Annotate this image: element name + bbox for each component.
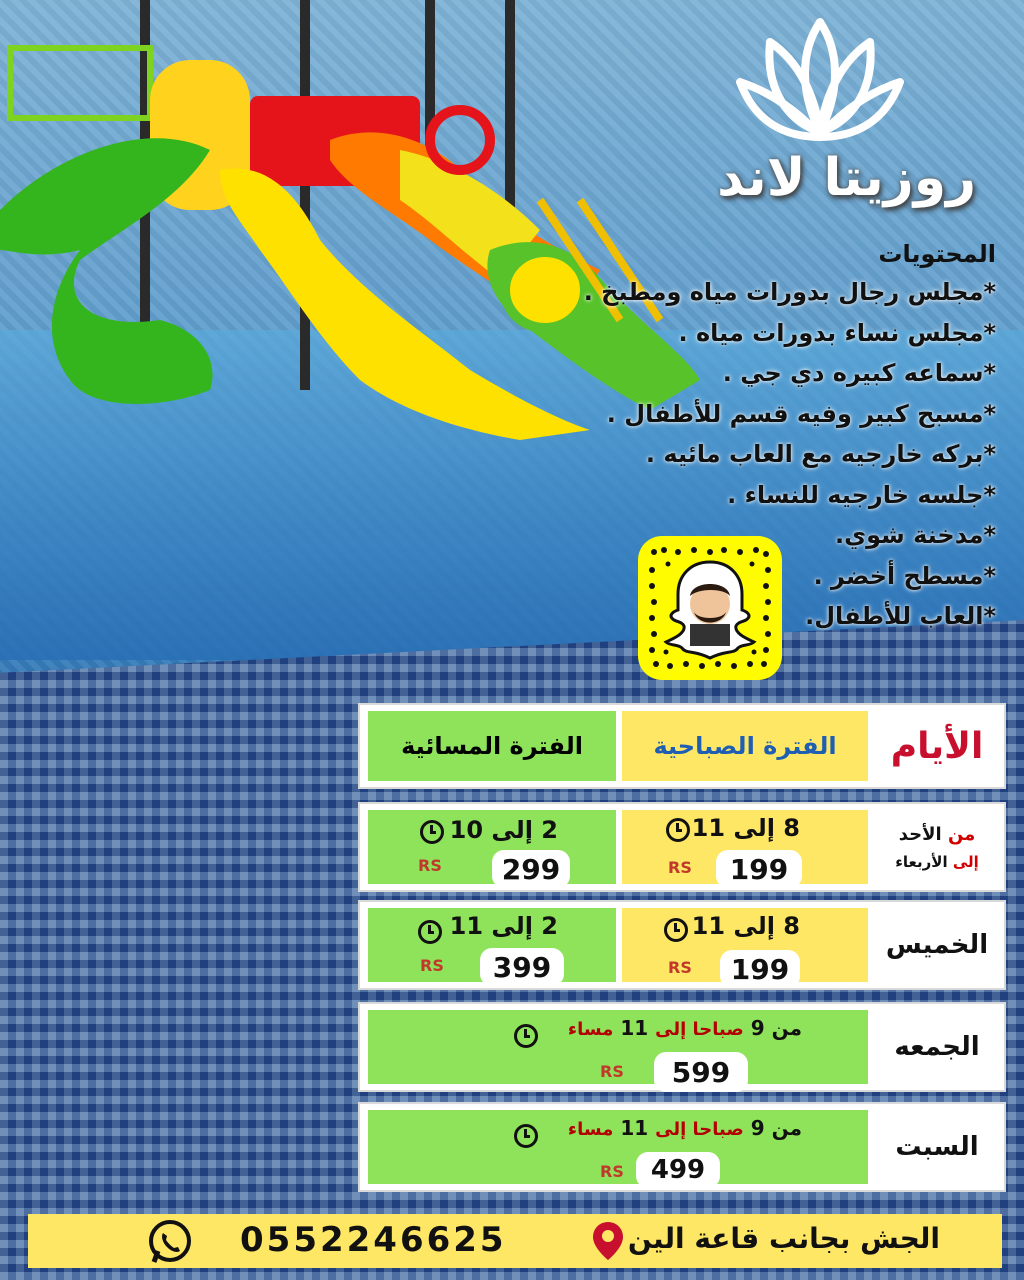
schedule-header-row bbox=[358, 703, 1006, 789]
amenity-item: *العاب للأطفال. bbox=[805, 602, 996, 630]
amenity-item: *جلسه خارجيه للنساء . bbox=[727, 480, 996, 509]
full-am-to: صباحا إلى bbox=[655, 1019, 744, 1040]
clock-icon bbox=[666, 818, 690, 842]
evening-cell bbox=[368, 908, 616, 982]
day-cell bbox=[874, 908, 1000, 982]
contact-bar bbox=[28, 1214, 1002, 1268]
currency-label: RS bbox=[420, 956, 444, 975]
header-days-label: الأيام bbox=[890, 725, 984, 767]
amenity-item: *سماعه كبيره دي جي . bbox=[722, 359, 996, 387]
amenity-item: *مجلس رجال بدورات مياه ومطبخ . bbox=[583, 278, 996, 306]
morning-time: 8 إلى 11 bbox=[691, 912, 800, 940]
snapcode-icon[interactable] bbox=[638, 536, 782, 680]
header-morning bbox=[622, 711, 868, 781]
full-day-price: 499 bbox=[636, 1152, 720, 1188]
currency-label: RS bbox=[418, 856, 442, 875]
header-evening-label: الفترة المسائية bbox=[401, 732, 583, 760]
currency-label: RS bbox=[600, 1062, 624, 1081]
amenity-item: *مسبح كبير وفيه قسم للأطفال . bbox=[606, 399, 996, 428]
currency-label: RS bbox=[668, 858, 692, 877]
currency-label: RS bbox=[668, 958, 692, 977]
amenity-item: *مسطح أخضر . bbox=[813, 561, 996, 590]
day-name: الخميس bbox=[885, 930, 989, 960]
full-day-cell bbox=[368, 1110, 868, 1184]
full-end-hour: 11 bbox=[620, 1016, 649, 1040]
full-pm: مساء bbox=[567, 1019, 614, 1040]
phone-number[interactable]: 0552246625 bbox=[240, 1220, 507, 1260]
morning-cell bbox=[622, 908, 868, 986]
brand-name: روزيتا لاند bbox=[717, 148, 976, 208]
day-cell bbox=[874, 1110, 1000, 1184]
schedule-row-sun-wed bbox=[358, 802, 1006, 892]
full-day-price: 599 bbox=[654, 1052, 748, 1092]
morning-cell bbox=[622, 810, 868, 884]
evening-time: 2 إلى 10 bbox=[449, 816, 558, 844]
amenity-item: *مدخنة شوي. bbox=[834, 521, 996, 549]
currency-label: RS bbox=[600, 1162, 624, 1181]
full-from: من 9 bbox=[750, 1116, 802, 1140]
address-text: الجش بجانب قاعة الين bbox=[627, 1222, 940, 1255]
day-name: السبت bbox=[895, 1132, 979, 1162]
day-cell bbox=[874, 1010, 1000, 1084]
day-name: الجمعه bbox=[894, 1032, 980, 1062]
full-pm: مساء bbox=[567, 1119, 614, 1140]
evening-price: 399 bbox=[480, 948, 564, 986]
header-morning-label: الفترة الصباحية bbox=[653, 732, 837, 760]
morning-price: 199 bbox=[716, 850, 802, 888]
evening-time: 2 إلى 11 bbox=[449, 912, 558, 940]
amenity-item: *مجلس نساء بدورات مياه . bbox=[678, 318, 996, 347]
clock-icon bbox=[418, 920, 442, 944]
clock-icon bbox=[664, 918, 688, 942]
lotus-logo-icon bbox=[730, 12, 910, 152]
schedule-row-sat bbox=[358, 1102, 1006, 1192]
evening-price: 299 bbox=[492, 850, 570, 888]
schedule-row-fri bbox=[358, 1002, 1006, 1092]
location-pin-icon bbox=[591, 1220, 625, 1262]
full-day-cell bbox=[368, 1010, 868, 1089]
header-days bbox=[874, 711, 1000, 781]
schedule-row-thu bbox=[358, 900, 1006, 990]
header-evening bbox=[368, 711, 616, 781]
amenities-heading: المحتويات bbox=[878, 240, 996, 268]
morning-time: 8 إلى 11 bbox=[691, 814, 800, 842]
day-cell bbox=[874, 810, 1000, 884]
day-from: من bbox=[947, 823, 976, 845]
evening-cell bbox=[368, 810, 616, 884]
morning-price: 199 bbox=[720, 950, 800, 988]
amenity-item: *بركه خارجيه مع العاب مائيه . bbox=[645, 440, 996, 468]
clock-icon bbox=[420, 820, 444, 844]
full-am-to: صباحا إلى bbox=[655, 1119, 744, 1140]
day-to: إلى bbox=[952, 852, 979, 871]
clock-icon bbox=[514, 1124, 538, 1148]
day-end: الأربعاء bbox=[895, 852, 948, 871]
clock-icon bbox=[514, 1024, 538, 1048]
full-end-hour: 11 bbox=[620, 1116, 649, 1140]
full-from: من 9 bbox=[750, 1016, 802, 1040]
day-start: الأحد bbox=[898, 823, 942, 845]
whatsapp-icon[interactable] bbox=[146, 1218, 194, 1266]
